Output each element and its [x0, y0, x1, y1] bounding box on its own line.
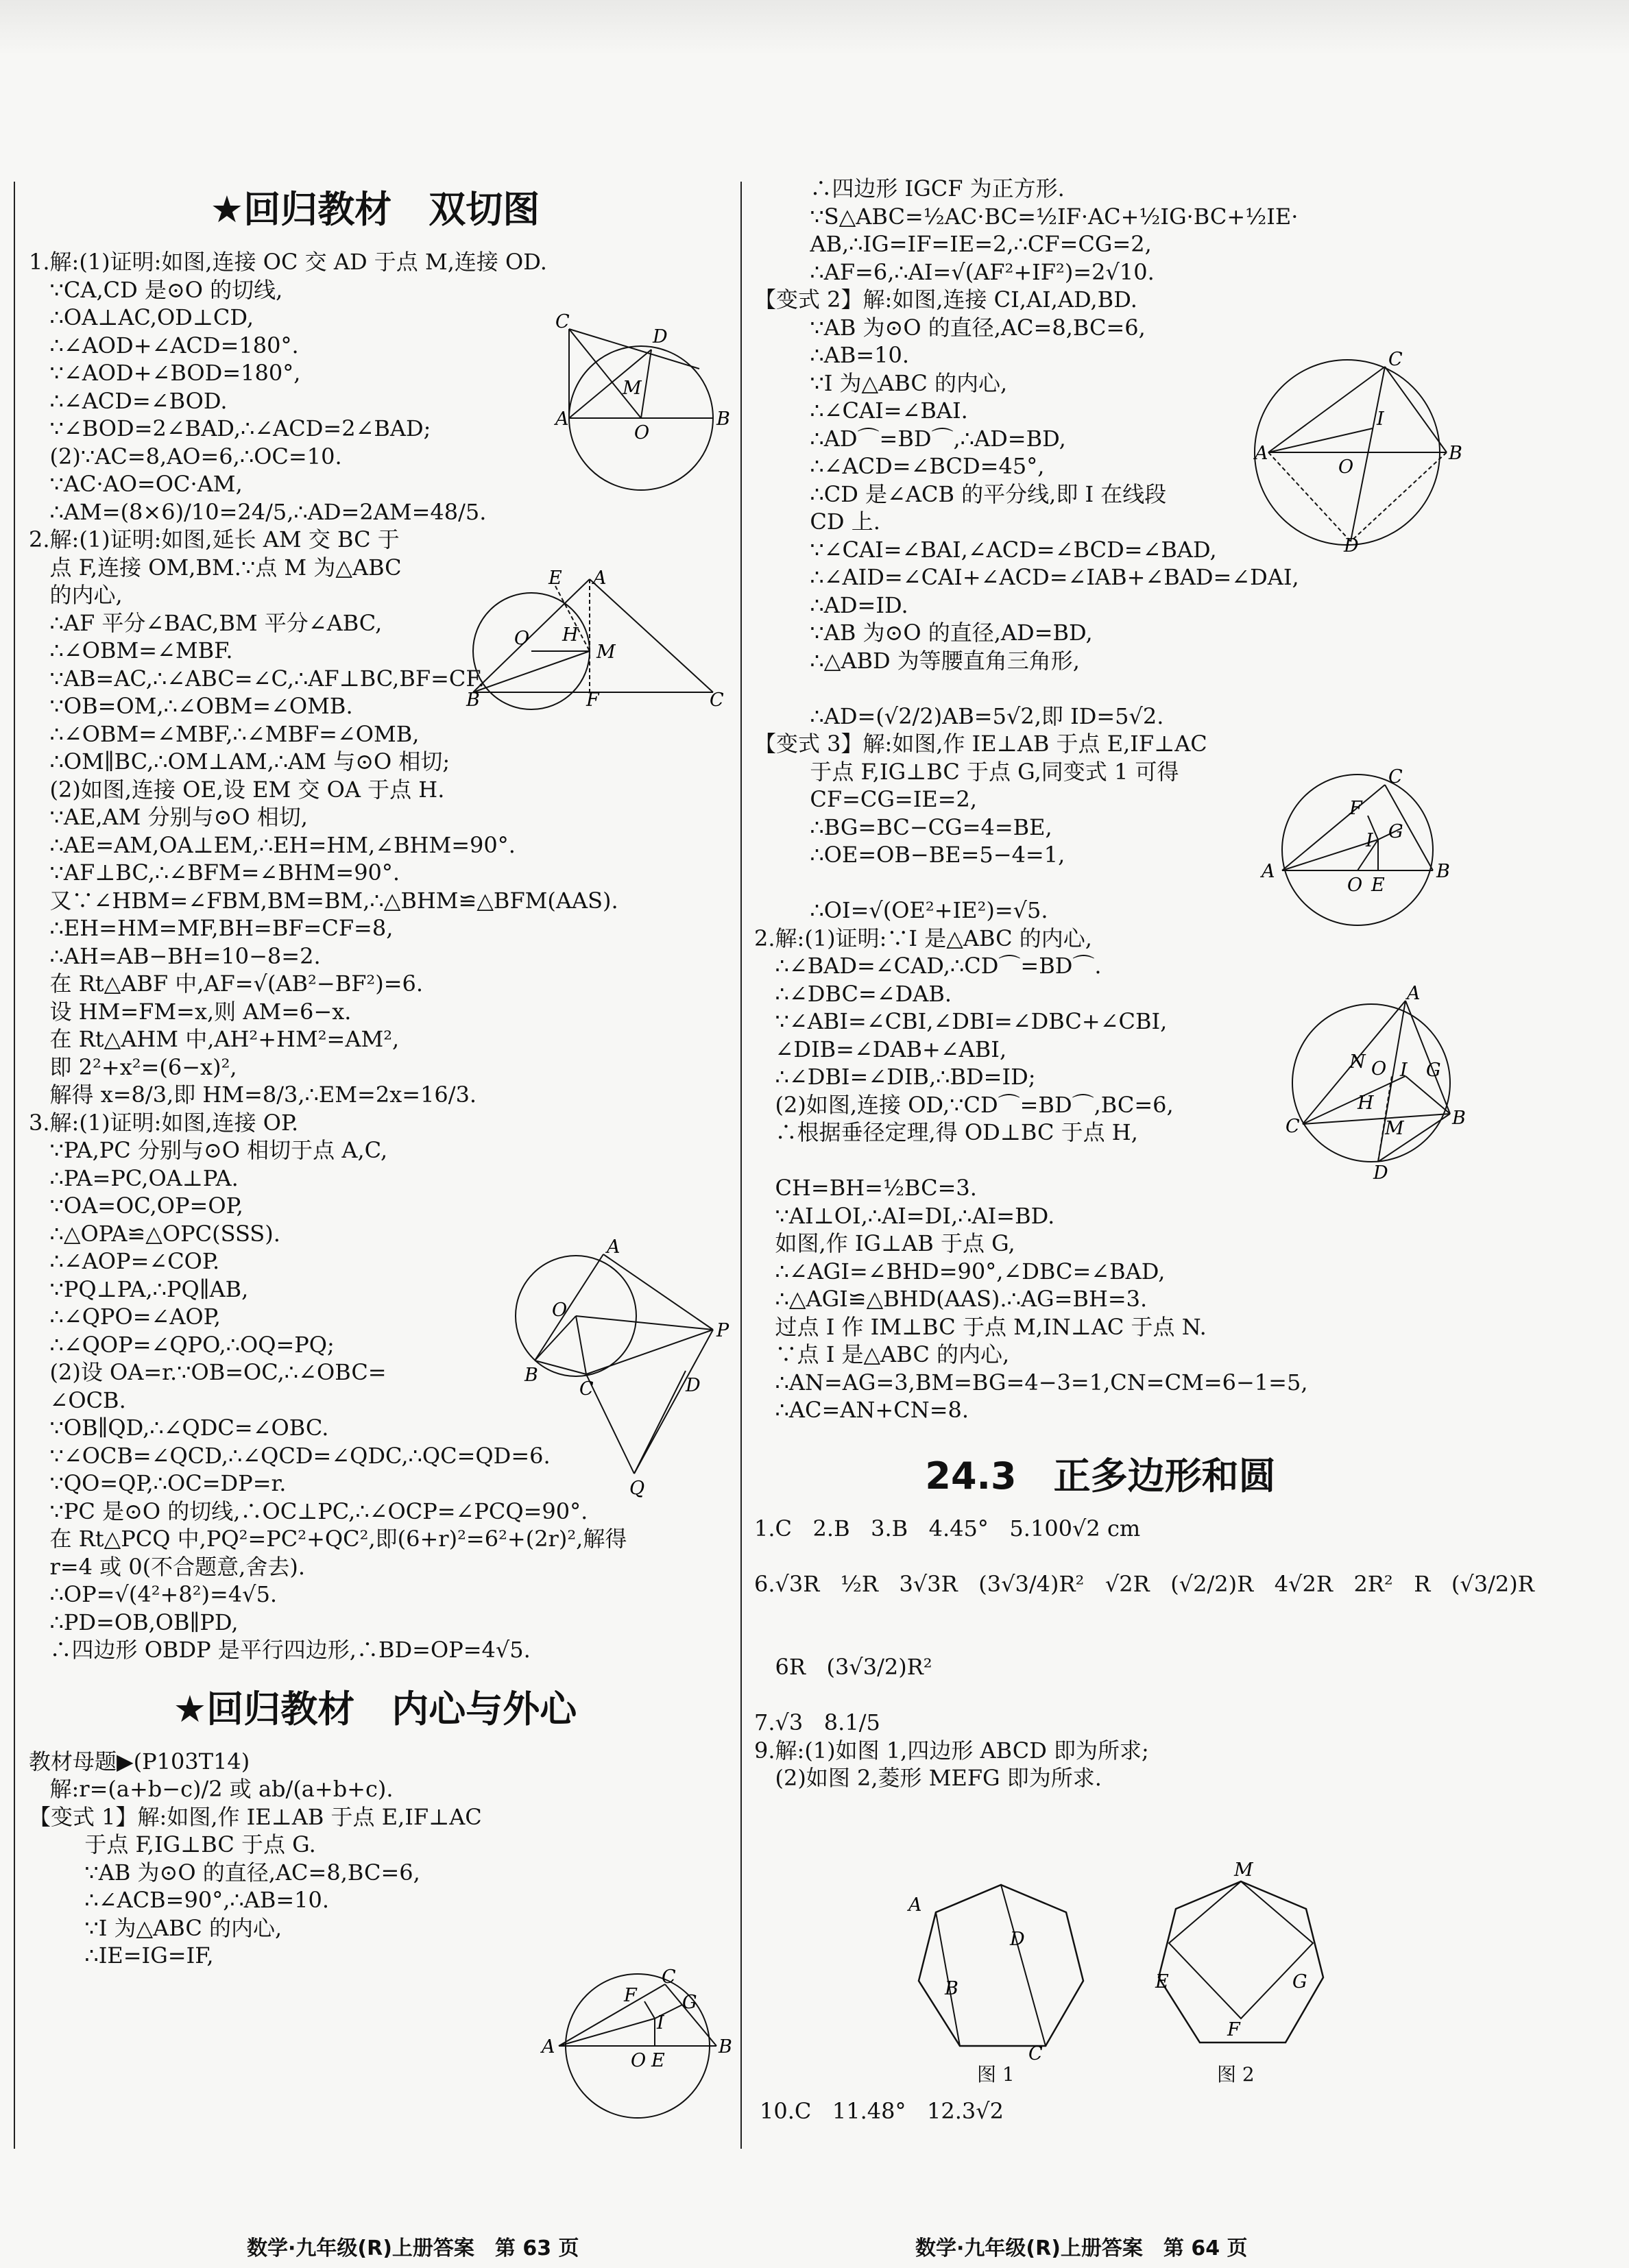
section-title-dual-tangent: ★回归教材 双切图: [210, 188, 540, 231]
text-line: ∵QO=QP,∴OC=DP=r.: [29, 1470, 287, 1496]
text-line: 于点 F,IG⊥BC 于点 G,同变式 1 可得: [754, 758, 1179, 785]
text-line: ∵AB=AC,∴∠ABC=∠C,∴AF⊥BC,BF=CF.: [29, 665, 485, 692]
text-line: ∵OA=OC,OP=OP,: [29, 1193, 243, 1219]
figure-point-label: B: [1436, 861, 1450, 882]
figure-point-label: G: [1292, 1971, 1307, 1992]
text-line: 的内心,: [29, 582, 123, 608]
text-line: ∴根据垂径定理,得 OD⊥BC 于点 H,: [754, 1119, 1138, 1145]
footer-right-page: 数学·九年级(R)上册答案 第 64 页: [915, 2236, 1248, 2260]
right-answer-lines: [754, 1515, 1534, 1792]
text-line: ∴AE=AM,OA⊥EM,∴EH=HM,∠BHM=90°.: [29, 831, 516, 858]
figure-point-label: F: [586, 690, 599, 711]
figure-point-label: M: [623, 378, 642, 399]
text-line: 【变式 2】解:如图,连接 CI,AI,AD,BD.: [754, 286, 1137, 313]
scan-top-shade: [0, 0, 1629, 55]
figure-point-label: I: [657, 2012, 664, 2034]
text-line: ∵OB=OM,∴∠OBM=∠OMB.: [29, 693, 353, 719]
figure-point-label: D: [686, 1375, 701, 1396]
text-line: ∠OCB.: [29, 1387, 126, 1413]
figure-point-label: A: [1255, 443, 1268, 464]
figure-point-label: C: [1286, 1116, 1300, 1137]
text-line: r=4 或 0(不合题意,舍去).: [29, 1553, 306, 1580]
text-line: 【变式 1】解:如图,作 IE⊥AB 于点 E,IF⊥AC: [29, 1803, 482, 1830]
text-line: 在 Rt△ABF 中,AF=√(AB²−BF²)=6.: [29, 971, 424, 997]
figure-variant1-incircle: [542, 1966, 732, 2121]
text-line: ∴∠QPO=∠AOP,: [29, 1304, 221, 1330]
text-line: ∴OI=√(OE²+IE²)=√5.: [754, 897, 1048, 923]
left-margin-rule: [14, 182, 15, 2149]
text-line: ∵CA,CD 是⊙O 的切线,: [29, 276, 283, 303]
text-line: ∴AB=10.: [754, 342, 910, 368]
text-line: ∵∠CAI=∠BAI,∠ACD=∠BCD=∠BAD,: [754, 536, 1217, 563]
text-line: ∴四边形 IGCF 为正方形.: [754, 175, 1065, 202]
figure-point-label: B: [1449, 443, 1462, 464]
figure-point-label: O: [1371, 1058, 1387, 1080]
text-line: ∴∠DBI=∠DIB,∴BD=ID;: [754, 1064, 1036, 1090]
text-line: 即 2²+x²=(6−x)²,: [29, 1053, 237, 1080]
text-line: 教材母题▶(P103T14): [29, 1748, 250, 1775]
figure-1-caption: 图 1: [977, 2063, 1015, 2086]
text-line: 在 Rt△PCQ 中,PQ²=PC²+QC²,即(6+r)²=6²+(2r)²,解得: [29, 1526, 627, 1552]
figure-point-label: G: [682, 1992, 697, 2013]
figure-variant3-incircle: [1262, 766, 1460, 925]
figure-point-label: C: [555, 311, 570, 332]
text-line: ∴AD=ID.: [754, 592, 908, 618]
text-line: 6.√3R ½R 3√3R (3√3/4)R² √2R (√2/2)R 4√2R 2R² R (√3/2)R: [754, 1570, 1534, 1597]
text-line: ∵PA,PC 分别与⊙O 相切于点 A,C,: [29, 1137, 388, 1163]
figure-point-label: M: [1234, 1859, 1253, 1881]
text-line: ∠DIB=∠DAB+∠ABI,: [754, 1036, 1007, 1062]
text-line: ∴AF 平分∠BAC,BM 平分∠ABC,: [29, 609, 383, 636]
text-line: ∵AI⊥OI,∴AI=DI,∴AI=BD.: [754, 1202, 1055, 1229]
text-line: [754, 1598, 1447, 1626]
figure-point-label: O: [634, 422, 650, 443]
text-line: ∵I 为△ABC 的内心,: [29, 1914, 282, 1941]
figure-point-label: A: [1407, 983, 1421, 1004]
figure-point-label: F: [624, 1985, 637, 2006]
footer-left-page: 数学·九年级(R)上册答案 第 63 页: [247, 2236, 579, 2260]
figure-point-label: C: [579, 1378, 594, 1400]
text-line: (2)如图,连接 OD,∵CD⌒=BD⌒,BC=6,: [754, 1091, 1174, 1118]
text-line: (2)∵AC=8,AO=6,∴OC=10.: [29, 443, 342, 470]
figure-point-label: A: [1262, 861, 1275, 882]
text-line: 3.解:(1)证明:如图,连接 OP.: [29, 1109, 299, 1136]
text-line: 设 HM=FM=x,则 AM=6−x.: [29, 998, 352, 1025]
text-line: ∵AF⊥BC,∴∠BFM=∠BHM=90°.: [29, 859, 400, 886]
figure-point-label: E: [548, 568, 562, 589]
text-line: ∴AN=AG=3,BM=BG=4−3=1,CN=CM=6−1=5,: [754, 1369, 1308, 1395]
figure-point-label: P: [716, 1320, 729, 1341]
text-line: ∴OM∥BC,∴OM⊥AM,∴AM 与⊙O 相切;: [29, 748, 450, 775]
text-line: 【变式 3】解:如图,作 IE⊥AB 于点 E,IF⊥AC: [754, 731, 1207, 757]
figure-q2-isosceles-circle: [466, 568, 727, 711]
text-line: (2)如图 2,菱形 MEFG 即为所求.: [754, 1765, 1102, 1791]
figure-point-label: M: [596, 642, 616, 663]
figure-point-label: C: [662, 1966, 676, 1988]
answers-10-12: 10.C 11.48° 12.3√2: [760, 2098, 1004, 2124]
text-line: CF=CG=IE=2,: [754, 786, 978, 812]
text-line: ∵AE,AM 分别与⊙O 相切,: [29, 804, 308, 830]
figure-point-label: A: [542, 2036, 555, 2058]
text-line: ∴PA=PC,OA⊥PA.: [29, 1165, 239, 1191]
figure-point-label: H: [562, 624, 579, 646]
section-title-incenter: ★回归教材 内心与外心: [173, 1687, 577, 1731]
figure-point-label: O: [1347, 875, 1363, 896]
text-line: 解得 x=8/3,即 HM=8/3,∴EM=2x=16/3.: [29, 1082, 477, 1108]
text-line: ∵PC 是⊙O 的切线,∴OC⊥PC,∴∠OCP=∠PCQ=90°.: [29, 1498, 588, 1524]
text-line: CD 上.: [754, 509, 880, 535]
text-line: ∴BG=BC−CG=4=BE,: [754, 814, 1052, 840]
figure-point-label: N: [1349, 1051, 1366, 1073]
figure-point-label: O: [631, 2050, 647, 2071]
text-line: ∴OE=OB−BE=5−4=1,: [754, 842, 1065, 868]
text-line: ∴∠ACD=∠BCD=45°,: [754, 453, 1045, 479]
text-line: ∴AM=(8×6)/10=24/5,∴AD=2AM=48/5.: [29, 498, 487, 525]
text-line: ∴PD=OB,OB∥PD,: [29, 1609, 239, 1635]
text-line: 过点 I 作 IM⊥BC 于点 M,IN⊥AC 于点 N.: [754, 1313, 1207, 1340]
left-incenter-lines: [29, 1748, 721, 1970]
text-line: (2)设 OA=r.∵OB=OC,∴∠OBC=: [29, 1359, 387, 1385]
center-divider: [740, 182, 742, 2149]
text-line: ∴△AGI≌△BHD(AAS).∴AG=BH=3.: [754, 1286, 1148, 1312]
text-line: (2)如图,连接 OE,设 EM 交 OA 于点 H.: [29, 776, 445, 803]
text-line: ∴∠CAI=∠BAI.: [754, 398, 968, 424]
figure-point-label: E: [1371, 875, 1385, 896]
text-line: ∴△ABD 为等腰直角三角形,: [754, 647, 1080, 674]
text-line: 解:r=(a+b−c)/2 或 ab/(a+b+c).: [29, 1776, 394, 1802]
figure-point-label: B: [716, 409, 730, 430]
text-line: CH=BH=½BC=3.: [754, 1175, 977, 1201]
figure-point-label: O: [552, 1300, 568, 1321]
figure-point-label: F: [1349, 798, 1362, 819]
text-line: ∵AB 为⊙O 的直径,AC=8,BC=6,: [754, 314, 1146, 341]
text-line: [754, 1681, 1447, 1709]
text-line: AB,∴IG=IF=IE=2,∴CF=CG=2,: [754, 231, 1152, 257]
text-line: ∴△OPA≌△OPC(SSS).: [29, 1220, 280, 1247]
figure-point-label: D: [1010, 1929, 1025, 1950]
section-title-regular-polygon: 24.3 正多边形和圆: [925, 1454, 1276, 1498]
figure-point-label: Q: [629, 1478, 645, 1499]
figure-point-label: G: [1426, 1060, 1441, 1081]
text-line: ∴OP=√(4²+8²)=4√5.: [29, 1581, 278, 1607]
figure-point-label: C: [1388, 766, 1403, 788]
text-line: ∵PQ⊥PA,∴PQ∥AB,: [29, 1276, 249, 1302]
text-line: ∴CD 是∠ACB 的平分线,即 I 在线段: [754, 480, 1167, 507]
text-line: ∵AB 为⊙O 的直径,AC=8,BC=6,: [29, 1859, 420, 1886]
figure-point-label: M: [1385, 1118, 1404, 1139]
text-line: 7.√3 8.1/5: [754, 1709, 880, 1735]
text-line: 在 Rt△AHM 中,AH²+HM²=AM²,: [29, 1026, 400, 1052]
text-line: ∵∠BOD=2∠BAD,∴∠ACD=2∠BAD;: [29, 415, 431, 441]
figure-heptagon-1: [898, 1871, 1104, 2077]
figure-point-label: G: [1388, 821, 1403, 842]
text-line: ∴∠AGI=∠BHD=90°,∠DBC=∠BAD,: [754, 1258, 1166, 1284]
text-line: ∴∠ACD=∠BOD.: [29, 387, 228, 414]
figure-point-label: O: [514, 628, 530, 649]
text-line: 1.解:(1)证明:如图,连接 OC 交 AD 于点 M,连接 OD.: [29, 249, 547, 275]
figure-heptagon-2: [1138, 1861, 1344, 2066]
text-line: ∵OB∥QD,∴∠QDC=∠OBC.: [29, 1415, 329, 1441]
text-line: ∴∠DBC=∠DAB.: [754, 980, 952, 1007]
text-line: 1.C 2.B 3.B 4.45° 5.100√2 cm: [754, 1515, 1141, 1541]
text-line: ∵点 I 是△ABC 的内心,: [754, 1341, 1010, 1367]
figure-point-label: A: [555, 409, 569, 430]
figure-point-label: I: [1366, 830, 1373, 851]
text-line: ∴EH=HM=MF,BH=BF=CF=8,: [29, 915, 394, 941]
figure-point-label: F: [1227, 2019, 1240, 2040]
figure-point-label: I: [1400, 1060, 1408, 1081]
text-line: 于点 F,IG⊥BC 于点 G.: [29, 1831, 316, 1857]
text-line: ∴AF=6,∴AI=√(AF²+IF²)=2√10.: [754, 258, 1155, 285]
figure-q3-tangent-quadrilateral: [507, 1236, 734, 1499]
text-line: ∵I 为△ABC 的内心,: [754, 369, 1008, 396]
text-line: ∵∠ABI=∠CBI,∠DBI=∠DBC+∠CBI,: [754, 1008, 1168, 1034]
figure-point-label: B: [524, 1365, 538, 1386]
figure-2-caption: 图 2: [1217, 2063, 1255, 2086]
text-line: ∴IE=IG=IF,: [29, 1942, 214, 1968]
figure-point-label: D: [653, 326, 668, 347]
figure-point-label: A: [593, 568, 607, 589]
figure-point-label: C: [1028, 2043, 1043, 2064]
text-line: ∴OA⊥AC,OD⊥CD,: [29, 304, 254, 330]
figure-point-label: A: [607, 1236, 620, 1258]
text-line: ∴∠OBM=∠MBF.: [29, 637, 233, 663]
text-line: ∵AC·AO=OC·AM,: [29, 471, 243, 497]
figure-point-label: E: [1155, 1971, 1169, 1992]
text-line: 如图,作 IG⊥AB 于点 G,: [754, 1230, 1015, 1256]
text-line: ∴AC=AN+CN=8.: [754, 1397, 969, 1423]
text-line: ∴∠BAD=∠CAD,∴CD⌒=BD⌒.: [754, 953, 1102, 979]
text-line: [754, 1542, 1447, 1570]
text-line: 6R (3√3/2)R²: [754, 1654, 932, 1680]
figure-point-label: B: [466, 690, 480, 711]
figure-q2-incenter-circle: [1282, 983, 1466, 1184]
text-line: ∴AD=(√2/2)AB=5√2,即 ID=5√2.: [754, 703, 1164, 729]
text-line: 点 F,连接 OM,BM.∵点 M 为△ABC: [29, 554, 402, 581]
text-line: ∴∠AID=∠CAI+∠ACD=∠IAB+∠BAD=∠DAI,: [754, 564, 1299, 590]
text-line: ∵S△ABC=½AC·BC=½IF·AC+½IG·BC+½IE·: [754, 203, 1299, 230]
figure-point-label: D: [1344, 535, 1359, 557]
text-line: ∴AD⌒=BD⌒,∴AD=BD,: [754, 425, 1066, 452]
text-line: ∴四边形 OBDP 是平行四边形,∴BD=OP=4√5.: [29, 1637, 531, 1663]
figure-point-label: B: [1452, 1108, 1466, 1129]
text-line: ∵AB 为⊙O 的直径,AD=BD,: [754, 620, 1093, 646]
text-line: 2.解:(1)证明:如图,延长 AM 交 BC 于: [29, 526, 400, 552]
text-line: ∵∠AOD+∠BOD=180°,: [29, 360, 301, 386]
figure-point-label: A: [908, 1894, 922, 1916]
text-line: 又∵∠HBM=∠FBM,BM=BM,∴△BHM≌△BFM(AAS).: [29, 887, 618, 914]
text-line: 2.解:(1)证明:∵I 是△ABC 的内心,: [754, 925, 1092, 951]
text-line: [754, 674, 1447, 703]
figure-point-label: I: [1377, 409, 1384, 430]
figure-point-label: C: [710, 690, 724, 711]
figure-point-label: E: [651, 2050, 665, 2071]
text-line: [754, 1626, 1447, 1654]
text-line: ∴∠OBM=∠MBF,∴∠MBF=∠OMB,: [29, 720, 420, 747]
text-line: 9.解:(1)如图 1,四边形 ABCD 即为所求;: [754, 1737, 1149, 1764]
text-line: ∴∠ACB=90°,∴AB=10.: [29, 1887, 330, 1913]
figure-point-label: O: [1338, 456, 1354, 478]
text-line: ∴∠AOD+∠ACD=180°.: [29, 332, 299, 358]
text-line: ∵∠OCB=∠QCD,∴∠QCD=∠QDC,∴QC=QD=6.: [29, 1442, 551, 1469]
text-line: ∴∠AOP=∠COP.: [29, 1248, 220, 1274]
figure-point-label: B: [945, 1978, 958, 1999]
figure-point-label: C: [1388, 349, 1403, 370]
figure-variant2-inscribed: [1255, 346, 1462, 559]
figure-point-label: H: [1358, 1093, 1374, 1114]
text-line: ∴AH=AB−BH=10−8=2.: [29, 942, 321, 969]
figure-q1-tangent-circle: [555, 311, 730, 487]
figure-point-label: D: [1373, 1162, 1388, 1184]
figure-point-label: B: [719, 2036, 732, 2058]
text-line: ∴∠QOP=∠QPO,∴OQ=PQ;: [29, 1331, 335, 1358]
